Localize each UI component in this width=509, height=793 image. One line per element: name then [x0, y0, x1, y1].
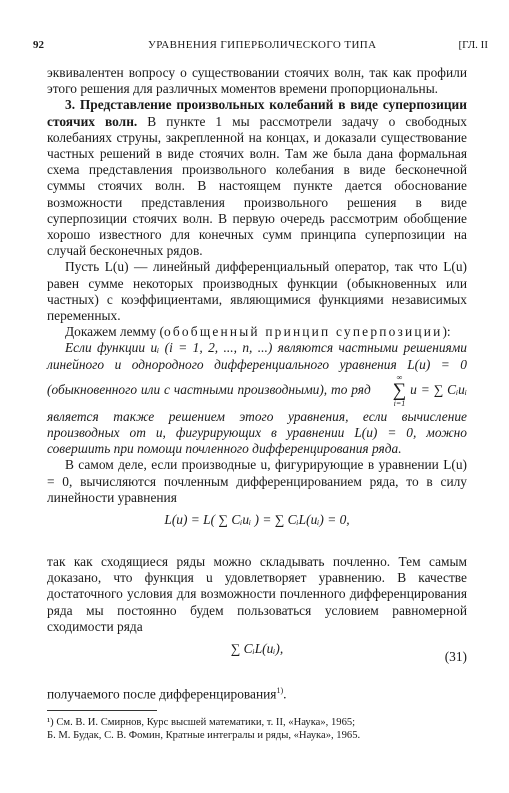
paragraph-operator: Пусть L(u) — линейный дифференциальный оператор, так что L(u) равен сумме некоторых производных функции (обыкновенных или частных) с коэффициентами, являющимися функциями независимых переменных. [47, 259, 467, 324]
display-formula-31 [47, 641, 467, 675]
footnote-1: ¹) См. В. И. Смирнов, Курс высшей математики, т. II, «Наука», 1965; [47, 717, 356, 728]
linearity-equation: L(u) = L( ∑ Cᵢuᵢ ) = ∑ CᵢL(uᵢ) = 0, [164, 512, 350, 528]
closing-line: получаемого после дифференцирования$^{1)}$. [47, 686, 287, 702]
series-sum-symbol: ∞ ∑ i=1 [392, 372, 407, 408]
section-paragraph [47, 97, 467, 259]
chapter-marker: [ГЛ. II [458, 39, 488, 51]
inline-series: u = ∑ Cᵢuᵢ [410, 381, 467, 397]
proof-paragraph: В самом деле, если производные u, фигурирующие в уравнении L(u) = 0, вычисляются почленным дифференцированием ряда, то в силу линейности уравнения [47, 457, 467, 505]
paragraph-continuation: эквивалентен вопросу о существовании стоячих волн, так как профили этого решения для различных моментов времени пропорциональны. [47, 65, 467, 97]
footnote-mark: 1) [276, 686, 284, 696]
page-body [47, 65, 467, 703]
running-title: УРАВНЕНИЯ ГИПЕРБОЛИЧЕСКОГО ТИПА [148, 39, 377, 51]
series-31: ∑ CᵢL(uᵢ), [230, 641, 284, 657]
lemma-statement: Если функции uᵢ (i = 1, 2, ..., n, ...) являются частными решениями линейного и однородного дифференциального уравнения L(u) = 0 (обыкновенного или с частными производными), то ряд ∞ ∑ i=1 u = ∑ Cᵢuᵢ является также решением этого уравнения, если вычисление производных от u, фигурирующих в уравнении L(u) = 0, можно совершить при помощи почленного дифференцирования ряда. [47, 340, 467, 457]
running-header [33, 39, 488, 55]
proof-conclusion: так как сходящиеся ряды можно складывать почленно. Тем самым доказано, что функция u удовлетворяет уравнению. В качестве достаточного условия для возможности почленного дифференцирования ряда мы постоянно будем пользоваться условием равномерной сходимости ряда [47, 554, 467, 634]
footnotes [47, 716, 467, 743]
page-number: 92 [33, 39, 44, 51]
display-formula [47, 512, 467, 546]
lemma-intro: Докажем лемму (обобщенный принцип суперпозиции): [65, 324, 451, 340]
section-heading: 3. Представление произвольных колебаний в виде суперпозиции стоячих волн. [47, 97, 467, 129]
section-text: В пункте 1 мы рассмотрели задачу о свободных колебаниях струны, закрепленной на концах, и доказали существование частных решений в виде стоячих волн. Там же была дана формальная схема представления произвольного колебания в виде бесконечной суммы стоячих волн. В настоящем пункте дается обоснование возможности представления произвольного решения в виде суперпозиции стоячих волн. В первую очередь рассмотрим обобщение хорошо известного для конечных сумм принципа суперпозиции на случай бесконечных рядов. [47, 113, 468, 259]
footnote-rule [47, 710, 157, 711]
footnote-2: Б. М. Будак, С. В. Фомин, Кратные интегралы и ряды, «Наука», 1965. [47, 730, 361, 742]
equation-number: (31) [444, 649, 467, 665]
lemma-name: обобщенный принцип суперпозиции [164, 324, 443, 340]
